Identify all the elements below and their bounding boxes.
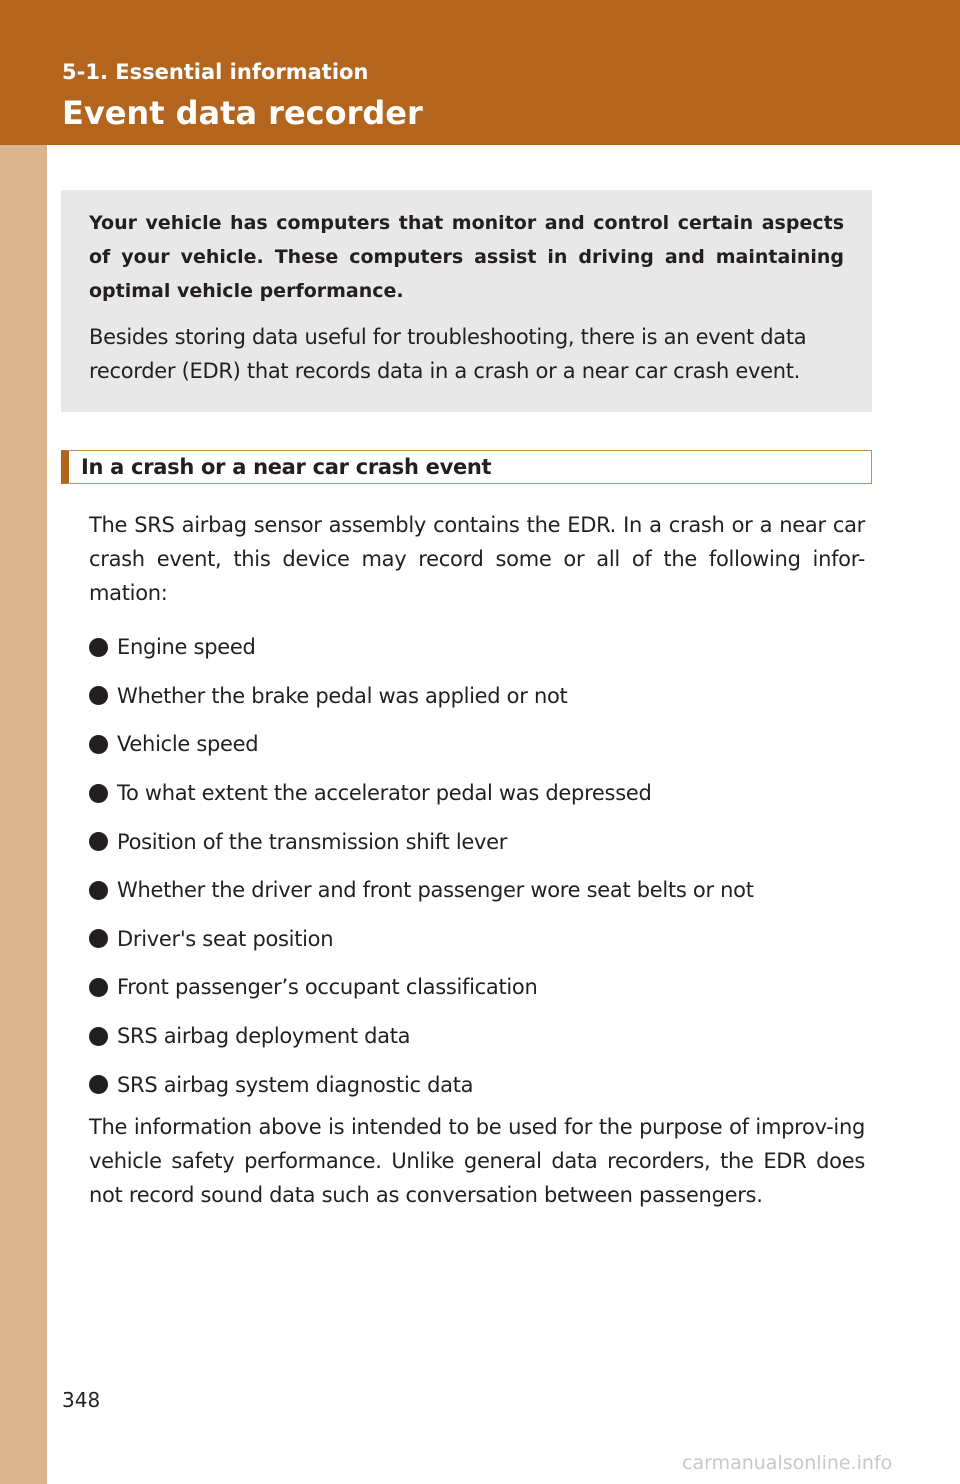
list-item <box>89 866 869 915</box>
page-header <box>0 0 960 145</box>
list-item <box>89 720 869 769</box>
body-paragraph-1: The SRS airbag sensor assembly contains the EDR. In a crash or a near car crash event, this device may record some or all of the following infor-mation: <box>89 513 865 605</box>
list-item-text: Whether the driver and front passenger wore seat belts or not <box>117 878 754 903</box>
bullet-icon <box>89 929 108 948</box>
list-item <box>89 915 869 964</box>
left-margin-band <box>0 145 47 1484</box>
list-item-text: SRS airbag system diagnostic data <box>117 1072 474 1097</box>
list-item-text: To what extent the accelerator pedal was depressed <box>117 781 652 806</box>
list-item <box>89 672 869 721</box>
subheading-bar <box>61 450 872 484</box>
bullet-icon <box>89 686 108 705</box>
intro-bold-text: Your vehicle has computers that monitor and control certain aspects of your vehicle. These computers assist in driving and maintaining optimal vehicle performance. <box>89 212 844 302</box>
page-number: 348 <box>62 1388 101 1412</box>
intro-normal-text: Besides storing data useful for troubleshooting, there is an event data recorder (EDR) that records data in a crash or a near car crash event. <box>89 325 807 383</box>
bullet-icon <box>89 978 108 997</box>
bullet-icon <box>89 735 108 754</box>
intro-box <box>61 190 872 412</box>
bullet-icon <box>89 1027 108 1046</box>
list-item-text: Whether the brake pedal was applied or not <box>117 683 568 708</box>
list-item <box>89 817 869 866</box>
list-item-text: Position of the transmission shift lever <box>117 829 508 854</box>
bullet-icon <box>89 881 108 900</box>
list-item <box>89 1012 869 1061</box>
section-label: 5-1. Essential information <box>62 60 369 84</box>
bullet-icon <box>89 638 108 657</box>
watermark-text: carmanualsonline.info <box>682 1452 893 1474</box>
list-item-text: Vehicle speed <box>117 732 259 757</box>
bullet-icon <box>89 1075 108 1094</box>
bullet-icon <box>89 832 108 851</box>
list-item <box>89 963 869 1012</box>
bullet-icon <box>89 784 108 803</box>
list-item-text: Engine speed <box>117 635 256 660</box>
subheading-text: In a crash or a near car crash event <box>81 455 492 479</box>
list-item-text: Driver's seat position <box>117 926 334 951</box>
list-item-text: SRS airbag deployment data <box>117 1024 411 1049</box>
list-item <box>89 769 869 818</box>
list-item-text: Front passenger’s occupant classification <box>117 975 538 1000</box>
list-item <box>89 1060 869 1109</box>
page-title: Event data recorder <box>62 94 423 132</box>
body-paragraph-2: The information above is intended to be used for the purpose of improv-ing vehicle safety performance. Unlike general data recorders, the EDR does not record sound data such as conversation between passengers. <box>89 1115 865 1207</box>
recorded-info-list <box>89 623 869 1109</box>
list-item <box>89 623 869 672</box>
